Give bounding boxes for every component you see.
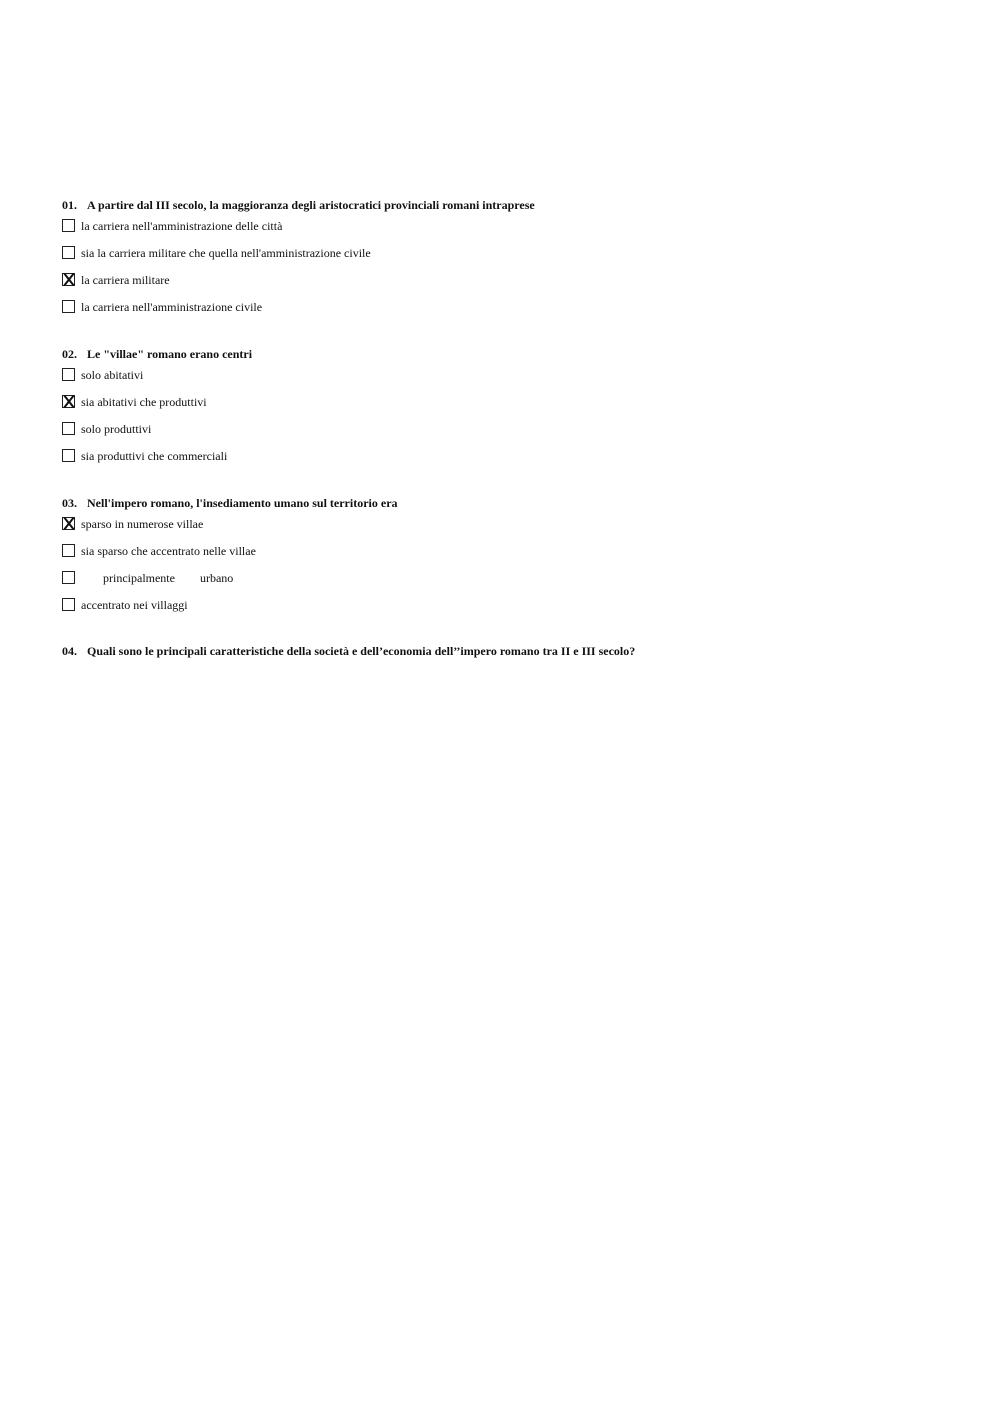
answer-option[interactable]	[62, 421, 942, 448]
question-number: 02.	[62, 347, 77, 361]
option-label: solo abitativi	[81, 368, 144, 382]
answer-option[interactable]	[62, 299, 942, 326]
option-label: accentrato nei villaggi	[81, 598, 188, 612]
question-number: 01.	[62, 198, 77, 212]
option-label: sia sparso che accentrato nelle villae	[81, 544, 256, 558]
question-number: 03.	[62, 496, 77, 510]
question-title	[62, 642, 942, 660]
answer-option[interactable]	[62, 218, 942, 245]
checkbox[interactable]	[62, 368, 75, 381]
option-label: principalmente urbano	[103, 571, 234, 585]
question-4	[62, 642, 942, 664]
checkbox[interactable]	[62, 395, 75, 408]
option-label: sia la carriera militare che quella nell'amministrazione civile	[81, 246, 371, 260]
answer-option[interactable]	[62, 597, 942, 624]
option-label: la carriera nell'amministrazione civile	[81, 300, 263, 314]
checkbox[interactable]	[62, 517, 75, 530]
checkbox[interactable]	[62, 219, 75, 232]
question-text: Le "villae" romano erano centri	[87, 347, 253, 361]
question-title	[62, 494, 942, 512]
question-3	[62, 494, 942, 624]
answer-option[interactable]	[62, 272, 942, 299]
option-label: la carriera militare	[81, 273, 170, 287]
answer-option[interactable]	[62, 245, 942, 272]
answer-option[interactable]	[62, 448, 942, 475]
checkbox[interactable]	[62, 598, 75, 611]
question-text: A partire dal III secolo, la maggioranza degli aristocratici provinciali romani intraprese	[87, 198, 535, 212]
question-1	[62, 196, 942, 326]
answer-option[interactable]	[62, 367, 942, 394]
question-text: Quali sono le principali caratteristiche della società e dell’economia dell’’impero romano tra II e III secolo?	[87, 644, 636, 658]
answer-option[interactable]	[62, 516, 942, 543]
answer-option[interactable]	[62, 394, 942, 421]
question-title	[62, 345, 942, 363]
answer-option[interactable]	[62, 543, 942, 570]
question-text: Nell'impero romano, l'insediamento umano sul territorio era	[87, 496, 398, 510]
checkbox[interactable]	[62, 544, 75, 557]
answer-option[interactable]	[62, 570, 942, 597]
question-number: 04.	[62, 644, 77, 658]
checkbox[interactable]	[62, 422, 75, 435]
option-label: la carriera nell'amministrazione delle città	[81, 219, 283, 233]
option-label: sparso in numerose villae	[81, 517, 204, 531]
option-label: sia abitativi che produttivi	[81, 395, 207, 409]
checkbox[interactable]	[62, 246, 75, 259]
checkbox[interactable]	[62, 449, 75, 462]
checkbox[interactable]	[62, 571, 75, 584]
option-label: solo produttivi	[81, 422, 152, 436]
checkbox[interactable]	[62, 300, 75, 313]
question-title	[62, 196, 942, 214]
checkbox[interactable]	[62, 273, 75, 286]
question-2	[62, 345, 942, 475]
option-label: sia produttivi che commerciali	[81, 449, 228, 463]
